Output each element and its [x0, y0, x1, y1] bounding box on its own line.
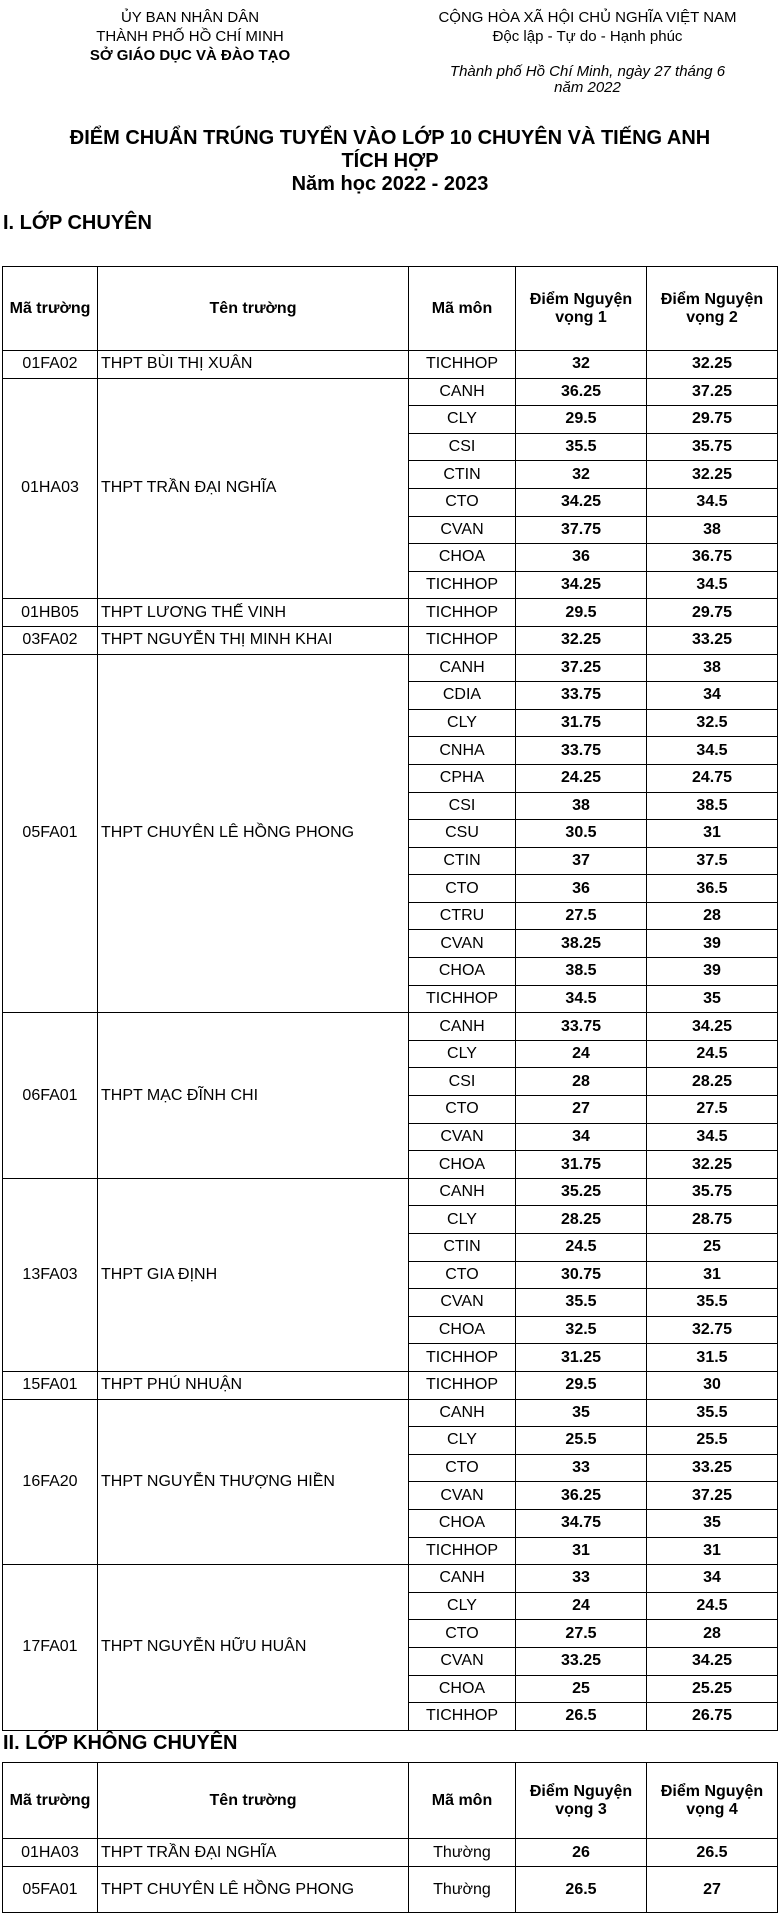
- score-choice-3-cell: 26: [516, 1839, 647, 1867]
- score-choice-2-cell: 34: [647, 1565, 778, 1593]
- table-row: [3, 1867, 778, 1913]
- subject-code-cell: CTIN: [409, 461, 516, 489]
- subject-code-cell: CANH: [409, 1178, 516, 1206]
- score-choice-2-cell: 26.75: [647, 1703, 778, 1731]
- school-code-cell: 16FA20: [3, 1399, 98, 1565]
- col-school-code: Mã trường: [3, 1763, 98, 1839]
- score-choice-1-cell: 25: [516, 1675, 647, 1703]
- issuer-line-1: ỦY BAN NHÂN DÂN: [120, 9, 260, 26]
- subject-code-cell: CHOA: [409, 544, 516, 572]
- subject-code-cell: CHOA: [409, 1316, 516, 1344]
- score-choice-2-cell: 24.5: [647, 1592, 778, 1620]
- document-header: [0, 8, 780, 126]
- table-row: [3, 378, 778, 406]
- score-choice-2-cell: 36.5: [647, 875, 778, 903]
- subject-code-cell: CPHA: [409, 764, 516, 792]
- score-choice-1-cell: 33.75: [516, 682, 647, 710]
- score-choice-1-cell: 36: [516, 544, 647, 572]
- school-code-cell: 17FA01: [3, 1565, 98, 1731]
- subject-code-cell: CHOA: [409, 958, 516, 986]
- score-choice-2-cell: 37.5: [647, 847, 778, 875]
- score-choice-1-cell: 32: [516, 461, 647, 489]
- school-name-cell: THPT NGUYỄN HỮU HUÂN: [98, 1565, 409, 1731]
- subject-code-cell: CHOA: [409, 1151, 516, 1179]
- subject-code-cell: CLY: [409, 1040, 516, 1068]
- score-choice-2-cell: 34.5: [647, 488, 778, 516]
- table-row: [3, 1565, 778, 1593]
- score-choice-2-cell: 35.75: [647, 433, 778, 461]
- subject-code-cell: Thường: [409, 1839, 516, 1867]
- score-choice-1-cell: 37.75: [516, 516, 647, 544]
- school-code-cell: 13FA03: [3, 1178, 98, 1371]
- issue-date-line-2: năm 2022: [554, 79, 621, 96]
- school-name-cell: THPT TRẦN ĐẠI NGHĨA: [98, 378, 409, 599]
- score-choice-2-cell: 34.5: [647, 737, 778, 765]
- col-subject-code: Mã môn: [409, 267, 516, 351]
- score-choice-2-cell: 25: [647, 1234, 778, 1262]
- score-choice-2-cell: 31: [647, 1261, 778, 1289]
- specialized-class-table: [2, 266, 778, 1731]
- score-choice-2-cell: 35.75: [647, 1178, 778, 1206]
- subject-code-cell: CANH: [409, 654, 516, 682]
- score-choice-2-cell: 31: [647, 820, 778, 848]
- table-row: [3, 1178, 778, 1206]
- score-choice-1-cell: 24: [516, 1592, 647, 1620]
- subject-code-cell: CTIN: [409, 847, 516, 875]
- score-choice-1-cell: 31: [516, 1537, 647, 1565]
- score-choice-2-cell: 24.5: [647, 1040, 778, 1068]
- score-choice-2-cell: 28: [647, 1620, 778, 1648]
- score-choice-1-cell: 33.75: [516, 1013, 647, 1041]
- score-choice-1-cell: 27.5: [516, 1620, 647, 1648]
- score-choice-1-cell: 26.5: [516, 1703, 647, 1731]
- score-choice-1-cell: 38.5: [516, 958, 647, 986]
- subject-code-cell: CTO: [409, 875, 516, 903]
- school-code-cell: 05FA01: [3, 1867, 98, 1913]
- score-choice-1-cell: 35: [516, 1399, 647, 1427]
- col-score-choice-4: Điểm Nguyện vọng 4: [647, 1763, 778, 1839]
- score-choice-2-cell: 38.5: [647, 792, 778, 820]
- issue-date: [395, 64, 780, 96]
- section-1-heading: I. LỚP CHUYÊN: [3, 212, 152, 234]
- title-line-2: TÍCH HỢP: [341, 150, 439, 172]
- score-choice-2-cell: 32.75: [647, 1316, 778, 1344]
- score-choice-1-cell: 25.5: [516, 1427, 647, 1455]
- table-header-row: [3, 1763, 778, 1839]
- subject-code-cell: CSI: [409, 433, 516, 461]
- subject-code-cell: CTO: [409, 1261, 516, 1289]
- table-header-row: [3, 267, 778, 351]
- school-name-cell: THPT NGUYỄN THƯỢNG HIỀN: [98, 1399, 409, 1565]
- score-choice-1-cell: 35.5: [516, 1289, 647, 1317]
- score-choice-2-cell: 25.25: [647, 1675, 778, 1703]
- school-code-cell: 01HB05: [3, 599, 98, 627]
- score-choice-2-cell: 35: [647, 1509, 778, 1537]
- score-choice-1-cell: 34.5: [516, 985, 647, 1013]
- school-name-cell: THPT PHÚ NHUẬN: [98, 1371, 409, 1399]
- subject-code-cell: TICHHOP: [409, 1703, 516, 1731]
- score-choice-2-cell: 34.5: [647, 1123, 778, 1151]
- subject-code-cell: CSI: [409, 1068, 516, 1096]
- motto: Độc lập - Tự do - Hạnh phúc: [492, 28, 683, 45]
- score-choice-2-cell: 29.75: [647, 406, 778, 434]
- score-choice-1-cell: 38: [516, 792, 647, 820]
- col-school-code: Mã trường: [3, 267, 98, 351]
- score-choice-2-cell: 33.25: [647, 626, 778, 654]
- subject-code-cell: CVAN: [409, 516, 516, 544]
- score-choice-1-cell: 37.25: [516, 654, 647, 682]
- subject-code-cell: TICHHOP: [409, 985, 516, 1013]
- score-choice-2-cell: 34.5: [647, 571, 778, 599]
- school-code-cell: 01HA03: [3, 378, 98, 599]
- table-row: [3, 1839, 778, 1867]
- subject-code-cell: CSU: [409, 820, 516, 848]
- subject-code-cell: CLY: [409, 1427, 516, 1455]
- subject-code-cell: CDIA: [409, 682, 516, 710]
- score-choice-1-cell: 31.75: [516, 1151, 647, 1179]
- subject-code-cell: CANH: [409, 1565, 516, 1593]
- score-choice-1-cell: 29.5: [516, 599, 647, 627]
- score-choice-1-cell: 33: [516, 1454, 647, 1482]
- score-choice-1-cell: 34.25: [516, 571, 647, 599]
- national-motto-block: [395, 8, 780, 96]
- subject-code-cell: TICHHOP: [409, 1344, 516, 1372]
- col-score-choice-3: Điểm Nguyện vọng 3: [516, 1763, 647, 1839]
- school-code-cell: 06FA01: [3, 1013, 98, 1179]
- score-choice-2-cell: 32.5: [647, 709, 778, 737]
- score-choice-4-cell: 27: [647, 1867, 778, 1913]
- school-name-cell: THPT BÙI THỊ XUÂN: [98, 351, 409, 379]
- table-row: [3, 1371, 778, 1399]
- score-choice-1-cell: 36: [516, 875, 647, 903]
- subject-code-cell: CVAN: [409, 930, 516, 958]
- subject-code-cell: CHOA: [409, 1509, 516, 1537]
- score-choice-1-cell: 34.75: [516, 1509, 647, 1537]
- school-name-cell: THPT CHUYÊN LÊ HỒNG PHONG: [98, 654, 409, 1013]
- school-code-cell: 15FA01: [3, 1371, 98, 1399]
- score-choice-1-cell: 24: [516, 1040, 647, 1068]
- score-choice-2-cell: 38: [647, 516, 778, 544]
- score-choice-2-cell: 32.25: [647, 1151, 778, 1179]
- subject-code-cell: TICHHOP: [409, 571, 516, 599]
- school-code-cell: 01HA03: [3, 1839, 98, 1867]
- subject-code-cell: TICHHOP: [409, 1537, 516, 1565]
- specialized-class-table-body: [3, 351, 778, 1731]
- table-row: [3, 351, 778, 379]
- score-choice-1-cell: 36.25: [516, 1482, 647, 1510]
- score-choice-1-cell: 32.25: [516, 626, 647, 654]
- subject-code-cell: TICHHOP: [409, 351, 516, 379]
- score-choice-2-cell: 34.25: [647, 1647, 778, 1675]
- section-2-heading: II. LỚP KHÔNG CHUYÊN: [3, 1732, 238, 1754]
- score-choice-2-cell: 35.5: [647, 1289, 778, 1317]
- score-choice-2-cell: 31.5: [647, 1344, 778, 1372]
- score-choice-1-cell: 31.75: [516, 709, 647, 737]
- school-code-cell: 01FA02: [3, 351, 98, 379]
- table-row: [3, 599, 778, 627]
- issuer-block: [40, 8, 340, 65]
- score-choice-1-cell: 33: [516, 1565, 647, 1593]
- score-choice-2-cell: 35.5: [647, 1399, 778, 1427]
- score-choice-1-cell: 27: [516, 1096, 647, 1124]
- score-choice-1-cell: 29.5: [516, 406, 647, 434]
- score-choice-1-cell: 35.5: [516, 433, 647, 461]
- subject-code-cell: CLY: [409, 1206, 516, 1234]
- subject-code-cell: CLY: [409, 1592, 516, 1620]
- score-choice-1-cell: 32.5: [516, 1316, 647, 1344]
- subject-code-cell: CSI: [409, 792, 516, 820]
- subject-code-cell: CLY: [409, 709, 516, 737]
- subject-code-cell: CLY: [409, 406, 516, 434]
- score-choice-2-cell: 28.75: [647, 1206, 778, 1234]
- subject-code-cell: CTO: [409, 1454, 516, 1482]
- subject-code-cell: CANH: [409, 1399, 516, 1427]
- score-choice-1-cell: 27.5: [516, 902, 647, 930]
- score-choice-1-cell: 28: [516, 1068, 647, 1096]
- score-choice-2-cell: 30: [647, 1371, 778, 1399]
- school-name-cell: THPT TRẦN ĐẠI NGHĨA: [98, 1839, 409, 1867]
- score-choice-1-cell: 24.25: [516, 764, 647, 792]
- subject-code-cell: CHOA: [409, 1675, 516, 1703]
- score-choice-1-cell: 33.25: [516, 1647, 647, 1675]
- col-score-choice-1: Điểm Nguyện vọng 1: [516, 267, 647, 351]
- score-choice-2-cell: 33.25: [647, 1454, 778, 1482]
- score-choice-2-cell: 28: [647, 902, 778, 930]
- school-name-cell: THPT CHUYÊN LÊ HỒNG PHONG: [98, 1867, 409, 1913]
- score-choice-2-cell: 39: [647, 958, 778, 986]
- table-row: [3, 1013, 778, 1041]
- score-choice-2-cell: 34.25: [647, 1013, 778, 1041]
- score-choice-1-cell: 31.25: [516, 1344, 647, 1372]
- subject-code-cell: CANH: [409, 378, 516, 406]
- subject-code-cell: TICHHOP: [409, 1371, 516, 1399]
- score-choice-2-cell: 37.25: [647, 378, 778, 406]
- score-choice-1-cell: 24.5: [516, 1234, 647, 1262]
- score-choice-2-cell: 27.5: [647, 1096, 778, 1124]
- score-choice-1-cell: 30.5: [516, 820, 647, 848]
- issuer-line-2: THÀNH PHỐ HỒ CHÍ MINH: [96, 28, 284, 45]
- score-choice-1-cell: 38.25: [516, 930, 647, 958]
- score-choice-2-cell: 37.25: [647, 1482, 778, 1510]
- score-choice-2-cell: 35: [647, 985, 778, 1013]
- subject-code-cell: CTRU: [409, 902, 516, 930]
- score-choice-2-cell: 24.75: [647, 764, 778, 792]
- score-choice-2-cell: 36.75: [647, 544, 778, 572]
- col-score-choice-2: Điểm Nguyện vọng 2: [647, 267, 778, 351]
- subject-code-cell: CVAN: [409, 1647, 516, 1675]
- score-choice-1-cell: 30.75: [516, 1261, 647, 1289]
- subject-code-cell: TICHHOP: [409, 599, 516, 627]
- issuer-line-3: SỞ GIÁO DỤC VÀ ĐÀO TẠO: [89, 47, 291, 64]
- score-choice-1-cell: 37: [516, 847, 647, 875]
- score-choice-3-cell: 26.5: [516, 1867, 647, 1913]
- issue-date-line-1: Thành phố Hồ Chí Minh, ngày 27 tháng 6: [449, 63, 726, 80]
- score-choice-1-cell: 34: [516, 1123, 647, 1151]
- table-row: [3, 1399, 778, 1427]
- school-name-cell: THPT MẠC ĐĨNH CHI: [98, 1013, 409, 1179]
- score-choice-2-cell: 28.25: [647, 1068, 778, 1096]
- score-choice-2-cell: 34: [647, 682, 778, 710]
- score-choice-1-cell: 32: [516, 351, 647, 379]
- score-choice-1-cell: 29.5: [516, 1371, 647, 1399]
- regular-class-table-body: [3, 1839, 778, 1913]
- score-choice-1-cell: 33.75: [516, 737, 647, 765]
- subject-code-cell: CVAN: [409, 1289, 516, 1317]
- regular-class-table: [2, 1762, 778, 1913]
- score-choice-2-cell: 39: [647, 930, 778, 958]
- subject-code-cell: CVAN: [409, 1482, 516, 1510]
- score-choice-4-cell: 26.5: [647, 1839, 778, 1867]
- col-school-name: Tên trường: [98, 267, 409, 351]
- score-choice-2-cell: 29.75: [647, 599, 778, 627]
- score-choice-1-cell: 35.25: [516, 1178, 647, 1206]
- col-subject-code: Mã môn: [409, 1763, 516, 1839]
- school-code-cell: 03FA02: [3, 626, 98, 654]
- subject-code-cell: CNHA: [409, 737, 516, 765]
- table-row: [3, 626, 778, 654]
- subject-code-cell: TICHHOP: [409, 626, 516, 654]
- score-choice-2-cell: 25.5: [647, 1427, 778, 1455]
- subject-code-cell: Thường: [409, 1867, 516, 1913]
- subject-code-cell: CTO: [409, 1620, 516, 1648]
- col-school-name: Tên trường: [98, 1763, 409, 1839]
- subject-code-cell: CTO: [409, 1096, 516, 1124]
- table-row: [3, 654, 778, 682]
- subject-code-cell: CTIN: [409, 1234, 516, 1262]
- subject-code-cell: CVAN: [409, 1123, 516, 1151]
- score-choice-2-cell: 32.25: [647, 461, 778, 489]
- score-choice-2-cell: 31: [647, 1537, 778, 1565]
- score-choice-2-cell: 38: [647, 654, 778, 682]
- school-code-cell: 05FA01: [3, 654, 98, 1013]
- subject-code-cell: CANH: [409, 1013, 516, 1041]
- document-title: [0, 127, 780, 196]
- score-choice-1-cell: 34.25: [516, 488, 647, 516]
- subject-code-cell: CTO: [409, 488, 516, 516]
- school-name-cell: THPT GIA ĐỊNH: [98, 1178, 409, 1371]
- score-choice-1-cell: 28.25: [516, 1206, 647, 1234]
- title-line-3: Năm học 2022 - 2023: [291, 173, 489, 195]
- title-line-1: ĐIỂM CHUẨN TRÚNG TUYỂN VÀO LỚP 10 CHUYÊN VÀ TIẾNG ANH: [69, 127, 711, 149]
- score-choice-2-cell: 32.25: [647, 351, 778, 379]
- school-name-cell: THPT LƯƠNG THẾ VINH: [98, 599, 409, 627]
- country-name: CỘNG HÒA XÃ HỘI CHỦ NGHĨA VIỆT NAM: [438, 9, 737, 26]
- score-choice-1-cell: 36.25: [516, 378, 647, 406]
- school-name-cell: THPT NGUYỄN THỊ MINH KHAI: [98, 626, 409, 654]
